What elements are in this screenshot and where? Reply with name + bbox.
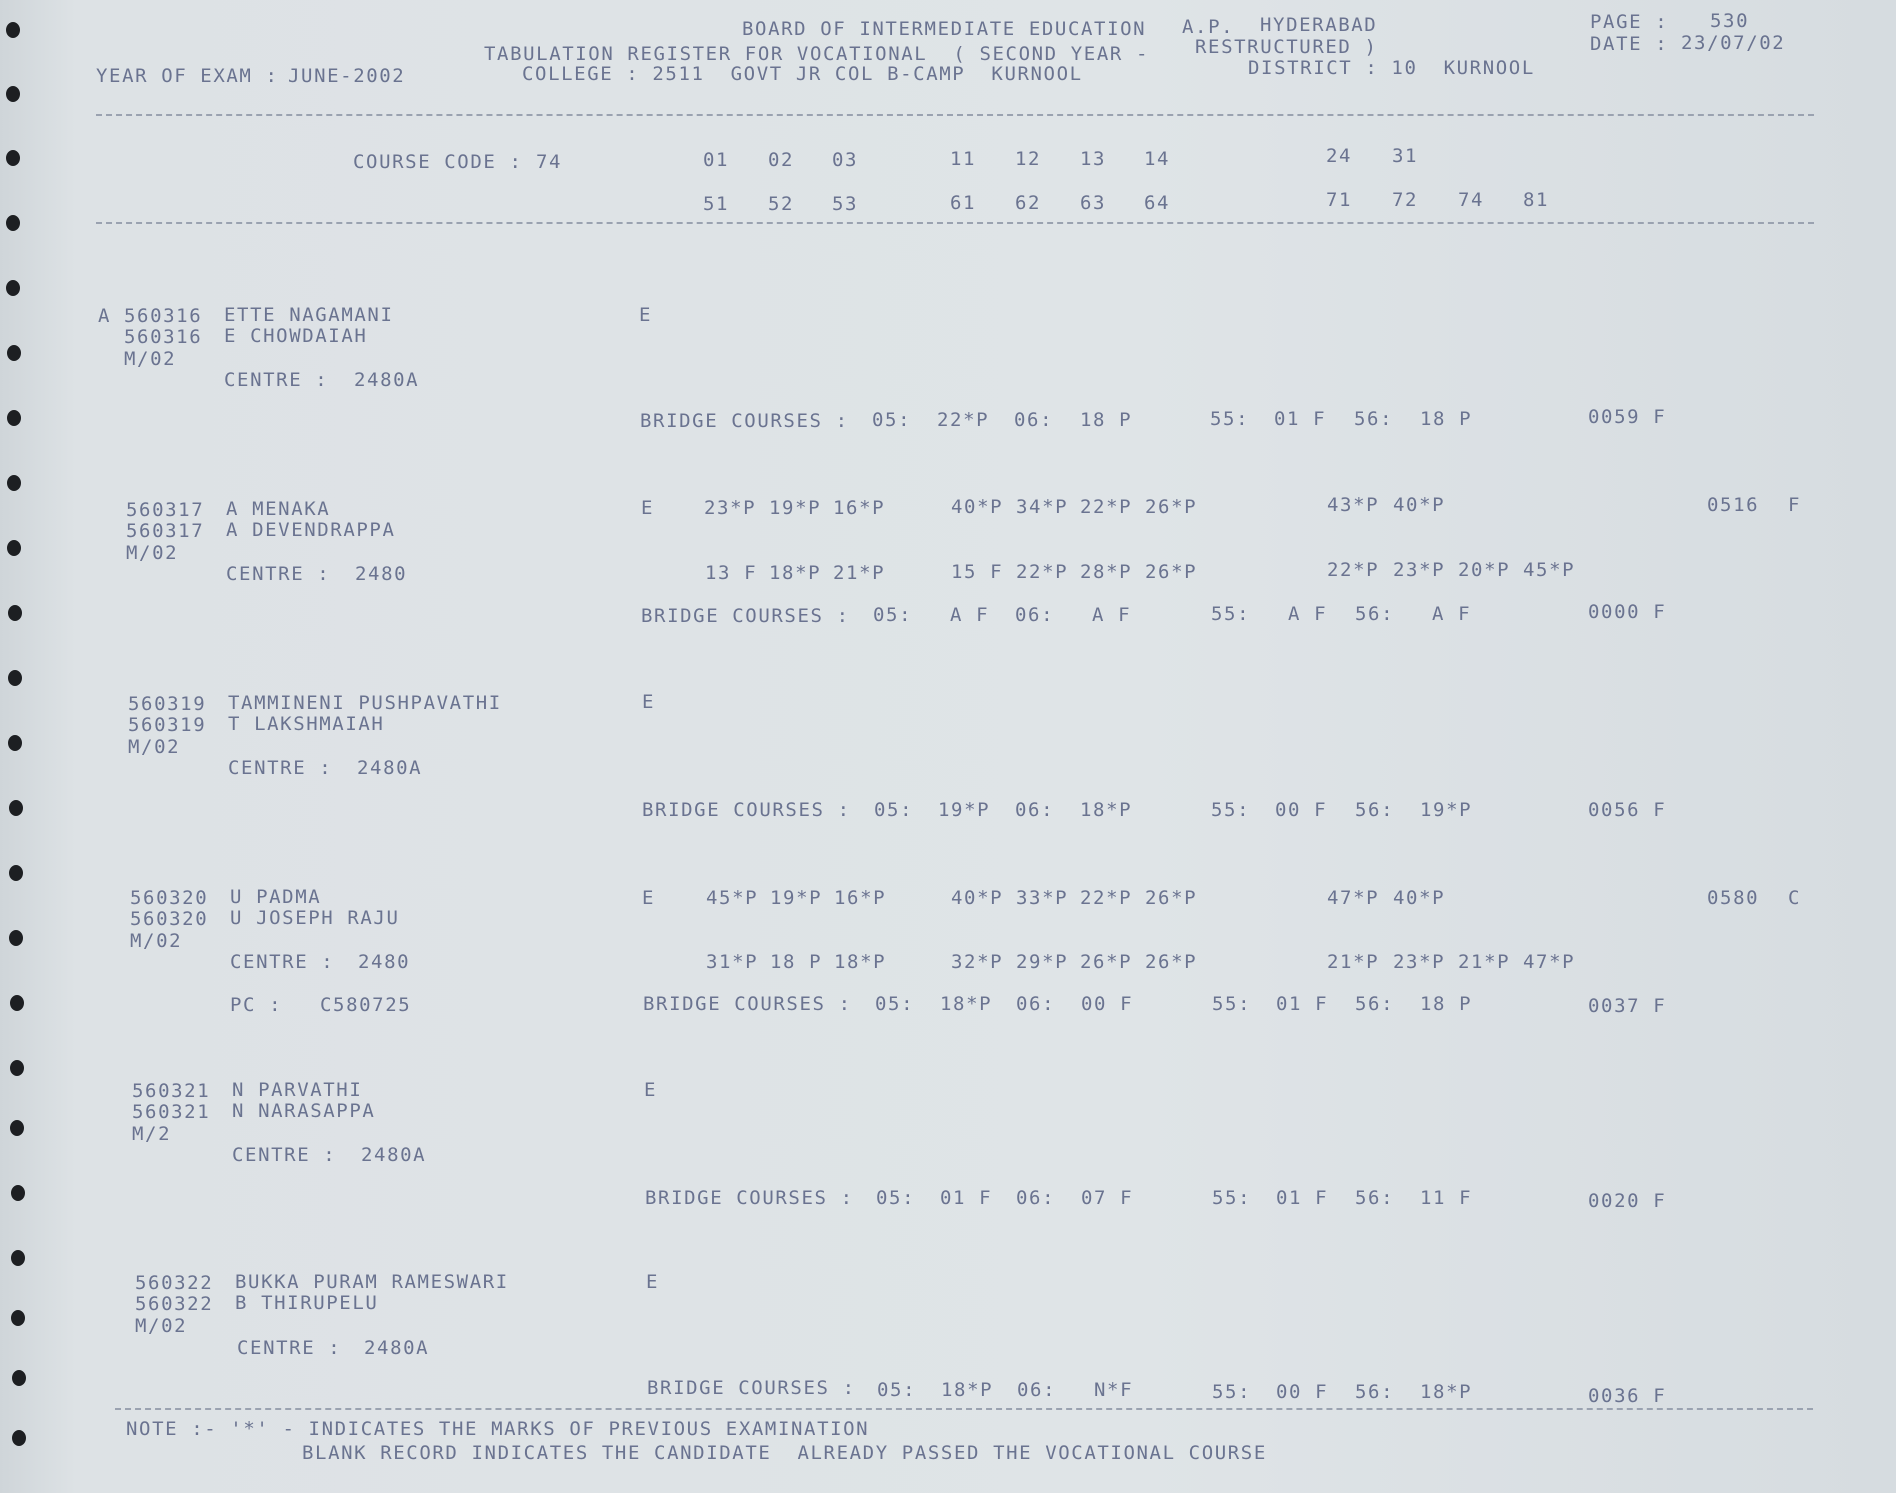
subject-mark: 18*P bbox=[834, 951, 887, 973]
bridge-mark: A F bbox=[950, 604, 990, 626]
divider bbox=[96, 114, 1814, 116]
feed-hole bbox=[10, 995, 24, 1011]
subject-mark: 22*P bbox=[1327, 559, 1380, 581]
group-code: M/2 bbox=[132, 1123, 172, 1145]
feed-hole bbox=[11, 1250, 25, 1266]
register-no: 560317 bbox=[126, 520, 205, 542]
bridge-mark: 01 F bbox=[940, 1187, 993, 1209]
subject-code: 61 bbox=[950, 192, 977, 214]
subject-mark: 40*P bbox=[951, 887, 1004, 909]
candidate-name: ETTE NAGAMANI bbox=[224, 304, 394, 326]
bridge-code: 05: bbox=[875, 993, 915, 1015]
college-info: COLLEGE : 2511 GOVT JR COL B-CAMP KURNOOL bbox=[522, 63, 1083, 85]
subject-mark: 32*P bbox=[951, 951, 1004, 973]
bridge-code: 06: bbox=[1015, 604, 1055, 626]
absent-flag: A bbox=[98, 305, 112, 327]
subject-code: 63 bbox=[1080, 192, 1107, 214]
bridge-label: BRIDGE COURSES : bbox=[645, 1187, 854, 1209]
feed-hole bbox=[9, 800, 23, 816]
subject-mark: 16*P bbox=[833, 497, 886, 519]
subject-mark: 26*P bbox=[1145, 887, 1198, 909]
bridge-code: 06: bbox=[1014, 409, 1054, 431]
parent-name: U JOSEPH RAJU bbox=[230, 907, 400, 929]
subject-mark: 40*P bbox=[1393, 887, 1446, 909]
bridge-mark: 18 P bbox=[1420, 408, 1473, 430]
bridge-mark: 11 F bbox=[1420, 1187, 1473, 1209]
subject-code: 72 bbox=[1392, 189, 1419, 211]
pc-label: PC : bbox=[230, 994, 283, 1016]
feed-hole bbox=[6, 22, 20, 38]
board-name: BOARD OF INTERMEDIATE EDUCATION bbox=[742, 18, 1147, 40]
bridge-mark: A F bbox=[1432, 603, 1472, 625]
parent-name: T LAKSHMAIAH bbox=[228, 713, 385, 735]
bridge-mark: 18*P bbox=[1420, 1381, 1473, 1403]
bridge-code: 55: bbox=[1212, 1381, 1252, 1403]
page-label: PAGE : bbox=[1590, 11, 1669, 33]
feed-hole bbox=[8, 605, 22, 621]
subject-mark: 47*P bbox=[1327, 887, 1380, 909]
subject-code: 13 bbox=[1080, 148, 1107, 170]
bridge-code: 06: bbox=[1016, 993, 1056, 1015]
course-code: 74 bbox=[536, 151, 563, 173]
bridge-total: 0056 F bbox=[1588, 799, 1667, 821]
subject-code: 51 bbox=[703, 193, 730, 215]
bridge-code: 55: bbox=[1211, 603, 1251, 625]
parent-name: E CHOWDAIAH bbox=[224, 325, 368, 347]
feed-hole bbox=[12, 1370, 26, 1386]
register-no: 560320 bbox=[130, 908, 209, 930]
subject-mark: 47*P bbox=[1523, 951, 1576, 973]
exam-flag: E bbox=[646, 1271, 660, 1293]
exam-flag: E bbox=[644, 1079, 658, 1101]
bridge-code: 05: bbox=[876, 1187, 916, 1209]
subject-mark: 26*P bbox=[1080, 951, 1133, 973]
group-code: M/02 bbox=[135, 1315, 188, 1337]
bridge-mark: 18*P bbox=[940, 993, 993, 1015]
group-code: M/02 bbox=[124, 348, 177, 370]
hall-ticket-no: 560317 bbox=[126, 499, 205, 521]
feed-hole bbox=[12, 1430, 26, 1446]
subject-code: 81 bbox=[1523, 189, 1550, 211]
feed-hole bbox=[6, 150, 20, 166]
date-label: DATE : bbox=[1590, 33, 1669, 55]
exam-flag: E bbox=[641, 497, 655, 519]
subject-code: 64 bbox=[1144, 192, 1171, 214]
bridge-code: 05: bbox=[877, 1379, 917, 1401]
course-code-label: COURSE CODE : bbox=[353, 151, 523, 173]
register-no: 560321 bbox=[132, 1101, 211, 1123]
bridge-code: 56: bbox=[1355, 799, 1395, 821]
bridge-code: 56: bbox=[1355, 1187, 1395, 1209]
centre-code: 2480A bbox=[354, 369, 420, 391]
subject-mark: 23*P bbox=[1393, 559, 1446, 581]
feed-hole bbox=[11, 1185, 25, 1201]
bridge-mark: 19*P bbox=[1420, 799, 1473, 821]
subject-mark: 28*P bbox=[1080, 561, 1133, 583]
feed-hole bbox=[6, 280, 20, 296]
feed-hole bbox=[9, 930, 23, 946]
subject-code: 03 bbox=[832, 149, 859, 171]
hall-ticket-no: 560322 bbox=[135, 1272, 214, 1294]
subject-code: 62 bbox=[1015, 192, 1042, 214]
bridge-label: BRIDGE COURSES : bbox=[640, 410, 849, 432]
city: HYDERABAD bbox=[1260, 14, 1378, 36]
centre-code: 2480 bbox=[358, 951, 411, 973]
feed-hole bbox=[11, 1310, 25, 1326]
bridge-mark: 00 F bbox=[1081, 993, 1134, 1015]
hall-ticket-no: 560321 bbox=[132, 1080, 211, 1102]
page-number: 530 bbox=[1710, 10, 1750, 32]
feed-hole bbox=[7, 410, 21, 426]
subject-mark: 23*P bbox=[1393, 951, 1446, 973]
subject-code: 74 bbox=[1458, 189, 1485, 211]
group-code: M/02 bbox=[130, 930, 183, 952]
bridge-code: 06: bbox=[1015, 799, 1055, 821]
subject-mark: 26*P bbox=[1145, 951, 1198, 973]
grand-total: 0516 bbox=[1707, 494, 1760, 516]
candidate-name: TAMMINENI PUSHPAVATHI bbox=[228, 692, 502, 714]
grand-total: 0580 bbox=[1707, 887, 1760, 909]
bridge-mark: 01 F bbox=[1276, 993, 1329, 1015]
state: A.P. bbox=[1182, 16, 1235, 38]
bridge-mark: 19*P bbox=[938, 799, 991, 821]
bridge-total: 0059 F bbox=[1588, 406, 1667, 428]
subject-code: 24 bbox=[1326, 145, 1353, 167]
bridge-mark: 18 P bbox=[1080, 409, 1133, 431]
bridge-code: 56: bbox=[1354, 408, 1394, 430]
centre-label: CENTRE : bbox=[224, 369, 329, 391]
bridge-mark: 00 F bbox=[1276, 1381, 1329, 1403]
centre-label: CENTRE : bbox=[226, 563, 331, 585]
register-no: 560322 bbox=[135, 1293, 214, 1315]
exam-year: JUNE-2002 bbox=[288, 65, 406, 87]
bridge-code: 05: bbox=[873, 604, 913, 626]
note-line: NOTE :- '*' - INDICATES THE MARKS OF PREVIOUS EXAMINATION bbox=[126, 1418, 870, 1440]
bridge-mark: 22*P bbox=[937, 409, 990, 431]
bridge-mark: 01 F bbox=[1274, 408, 1327, 430]
bridge-code: 55: bbox=[1212, 1187, 1252, 1209]
register-title: TABULATION REGISTER FOR VOCATIONAL ( SECOND YEAR - bbox=[484, 43, 1149, 65]
bridge-mark: 00 F bbox=[1275, 799, 1328, 821]
bridge-label: BRIDGE COURSES : bbox=[642, 799, 851, 821]
divider bbox=[115, 1408, 1813, 1410]
centre-label: CENTRE : bbox=[232, 1144, 337, 1166]
bridge-label: BRIDGE COURSES : bbox=[643, 993, 852, 1015]
bridge-total: 0000 F bbox=[1588, 601, 1667, 623]
bridge-code: 55: bbox=[1212, 993, 1252, 1015]
hall-ticket-no: 560319 bbox=[128, 693, 207, 715]
subject-mark: 43*P bbox=[1327, 494, 1380, 516]
bridge-code: 55: bbox=[1210, 408, 1250, 430]
bridge-total: 0020 F bbox=[1588, 1190, 1667, 1212]
note-line: BLANK RECORD INDICATES THE CANDIDATE ALREADY PASSED THE VOCATIONAL COURSE bbox=[302, 1442, 1267, 1464]
bridge-mark: 07 F bbox=[1081, 1187, 1134, 1209]
parent-name: B THIRUPELU bbox=[235, 1292, 379, 1314]
year-label: YEAR OF EXAM : bbox=[96, 65, 279, 87]
subject-code: 53 bbox=[832, 193, 859, 215]
subject-mark: 45*P bbox=[1523, 559, 1576, 581]
subject-mark: 18 P bbox=[770, 951, 823, 973]
subject-mark: 26*P bbox=[1145, 496, 1198, 518]
subject-mark: 33*P bbox=[1016, 887, 1069, 909]
centre-code: 2480A bbox=[361, 1144, 427, 1166]
bridge-code: 56: bbox=[1355, 603, 1395, 625]
subject-mark: 40*P bbox=[951, 496, 1004, 518]
subject-mark: 22*P bbox=[1080, 496, 1133, 518]
subject-mark: 23*P bbox=[704, 497, 757, 519]
bridge-label: BRIDGE COURSES : bbox=[647, 1377, 856, 1399]
feed-hole bbox=[6, 86, 20, 102]
subject-mark: 21*P bbox=[1458, 951, 1511, 973]
pc-number: C580725 bbox=[320, 994, 412, 1016]
centre-code: 2480 bbox=[355, 563, 408, 585]
bridge-mark: 18*P bbox=[1080, 799, 1133, 821]
exam-flag: E bbox=[639, 304, 653, 326]
subject-mark: 18*P bbox=[769, 562, 822, 584]
subject-mark: 20*P bbox=[1458, 559, 1511, 581]
centre-label: CENTRE : bbox=[237, 1337, 342, 1359]
feed-hole bbox=[9, 865, 23, 881]
candidate-name: A MENAKA bbox=[226, 498, 331, 520]
subject-mark: 19*P bbox=[770, 887, 823, 909]
bridge-code: 56: bbox=[1355, 993, 1395, 1015]
feed-hole bbox=[10, 1120, 24, 1136]
hall-ticket-no: 560320 bbox=[130, 887, 209, 909]
bridge-mark: A F bbox=[1288, 603, 1328, 625]
centre-label: CENTRE : bbox=[230, 951, 335, 973]
bridge-code: 05: bbox=[872, 409, 912, 431]
subject-mark: 15 F bbox=[951, 561, 1004, 583]
feed-hole bbox=[7, 540, 21, 556]
centre-code: 2480A bbox=[357, 757, 423, 779]
bridge-mark: A F bbox=[1092, 604, 1132, 626]
group-code: M/02 bbox=[126, 542, 179, 564]
subject-mark: 19*P bbox=[769, 497, 822, 519]
subject-mark: 21*P bbox=[833, 562, 886, 584]
subject-mark: 22*P bbox=[1080, 887, 1133, 909]
subject-mark: 21*P bbox=[1327, 951, 1380, 973]
bridge-total: 0037 F bbox=[1588, 995, 1667, 1017]
bridge-code: 06: bbox=[1017, 1379, 1057, 1401]
exam-flag: E bbox=[642, 691, 656, 713]
candidate-name: N PARVATHI bbox=[232, 1079, 363, 1101]
bridge-mark: 18 P bbox=[1420, 993, 1473, 1015]
bridge-code: 05: bbox=[874, 799, 914, 821]
bridge-mark: 01 F bbox=[1276, 1187, 1329, 1209]
bridge-code: 56: bbox=[1355, 1381, 1395, 1403]
subject-code: 52 bbox=[768, 193, 795, 215]
subject-mark: 29*P bbox=[1016, 951, 1069, 973]
group-code: M/02 bbox=[128, 736, 181, 758]
subject-mark: 45*P bbox=[706, 887, 759, 909]
divider bbox=[96, 222, 1814, 224]
centre-label: CENTRE : bbox=[228, 757, 333, 779]
subject-code: 02 bbox=[768, 149, 795, 171]
subject-code: 12 bbox=[1015, 148, 1042, 170]
feed-hole bbox=[8, 670, 22, 686]
hall-ticket-no: 560316 bbox=[124, 305, 203, 327]
bridge-mark: 18*P bbox=[941, 1379, 994, 1401]
register-no: 560316 bbox=[124, 326, 203, 348]
candidate-name: BUKKA PURAM RAMESWARI bbox=[235, 1271, 509, 1293]
subject-code: 31 bbox=[1392, 145, 1419, 167]
subject-mark: 26*P bbox=[1145, 561, 1198, 583]
subject-mark: 22*P bbox=[1016, 561, 1069, 583]
print-date: 23/07/02 bbox=[1681, 32, 1786, 54]
subject-code: 14 bbox=[1144, 148, 1171, 170]
bridge-code: 06: bbox=[1016, 1187, 1056, 1209]
feed-hole bbox=[6, 215, 20, 231]
district-info: DISTRICT : 10 KURNOOL bbox=[1248, 57, 1535, 79]
bridge-mark: N*F bbox=[1094, 1379, 1134, 1401]
bridge-total: 0036 F bbox=[1588, 1385, 1667, 1407]
bridge-label: BRIDGE COURSES : bbox=[641, 605, 850, 627]
subject-mark: 16*P bbox=[834, 887, 887, 909]
subject-mark: 34*P bbox=[1016, 496, 1069, 518]
subject-code: 01 bbox=[703, 149, 730, 171]
subject-code: 71 bbox=[1326, 189, 1353, 211]
feed-hole bbox=[7, 345, 21, 361]
register-no: 560319 bbox=[128, 714, 207, 736]
centre-code: 2480A bbox=[364, 1337, 430, 1359]
parent-name: A DEVENDRAPPA bbox=[226, 519, 396, 541]
candidate-name: U PADMA bbox=[230, 886, 322, 908]
restructured-label: RESTRUCTURED ) bbox=[1195, 36, 1378, 58]
result: C bbox=[1788, 887, 1802, 909]
result: F bbox=[1788, 494, 1802, 516]
subject-mark: 40*P bbox=[1393, 494, 1446, 516]
exam-flag: E bbox=[642, 887, 656, 909]
feed-hole bbox=[10, 1060, 24, 1076]
subject-mark: 31*P bbox=[706, 951, 759, 973]
subject-mark: 13 F bbox=[705, 562, 758, 584]
subject-code: 11 bbox=[950, 148, 977, 170]
feed-hole bbox=[7, 475, 21, 491]
parent-name: N NARASAPPA bbox=[232, 1100, 376, 1122]
feed-hole bbox=[8, 735, 22, 751]
bridge-code: 55: bbox=[1211, 799, 1251, 821]
